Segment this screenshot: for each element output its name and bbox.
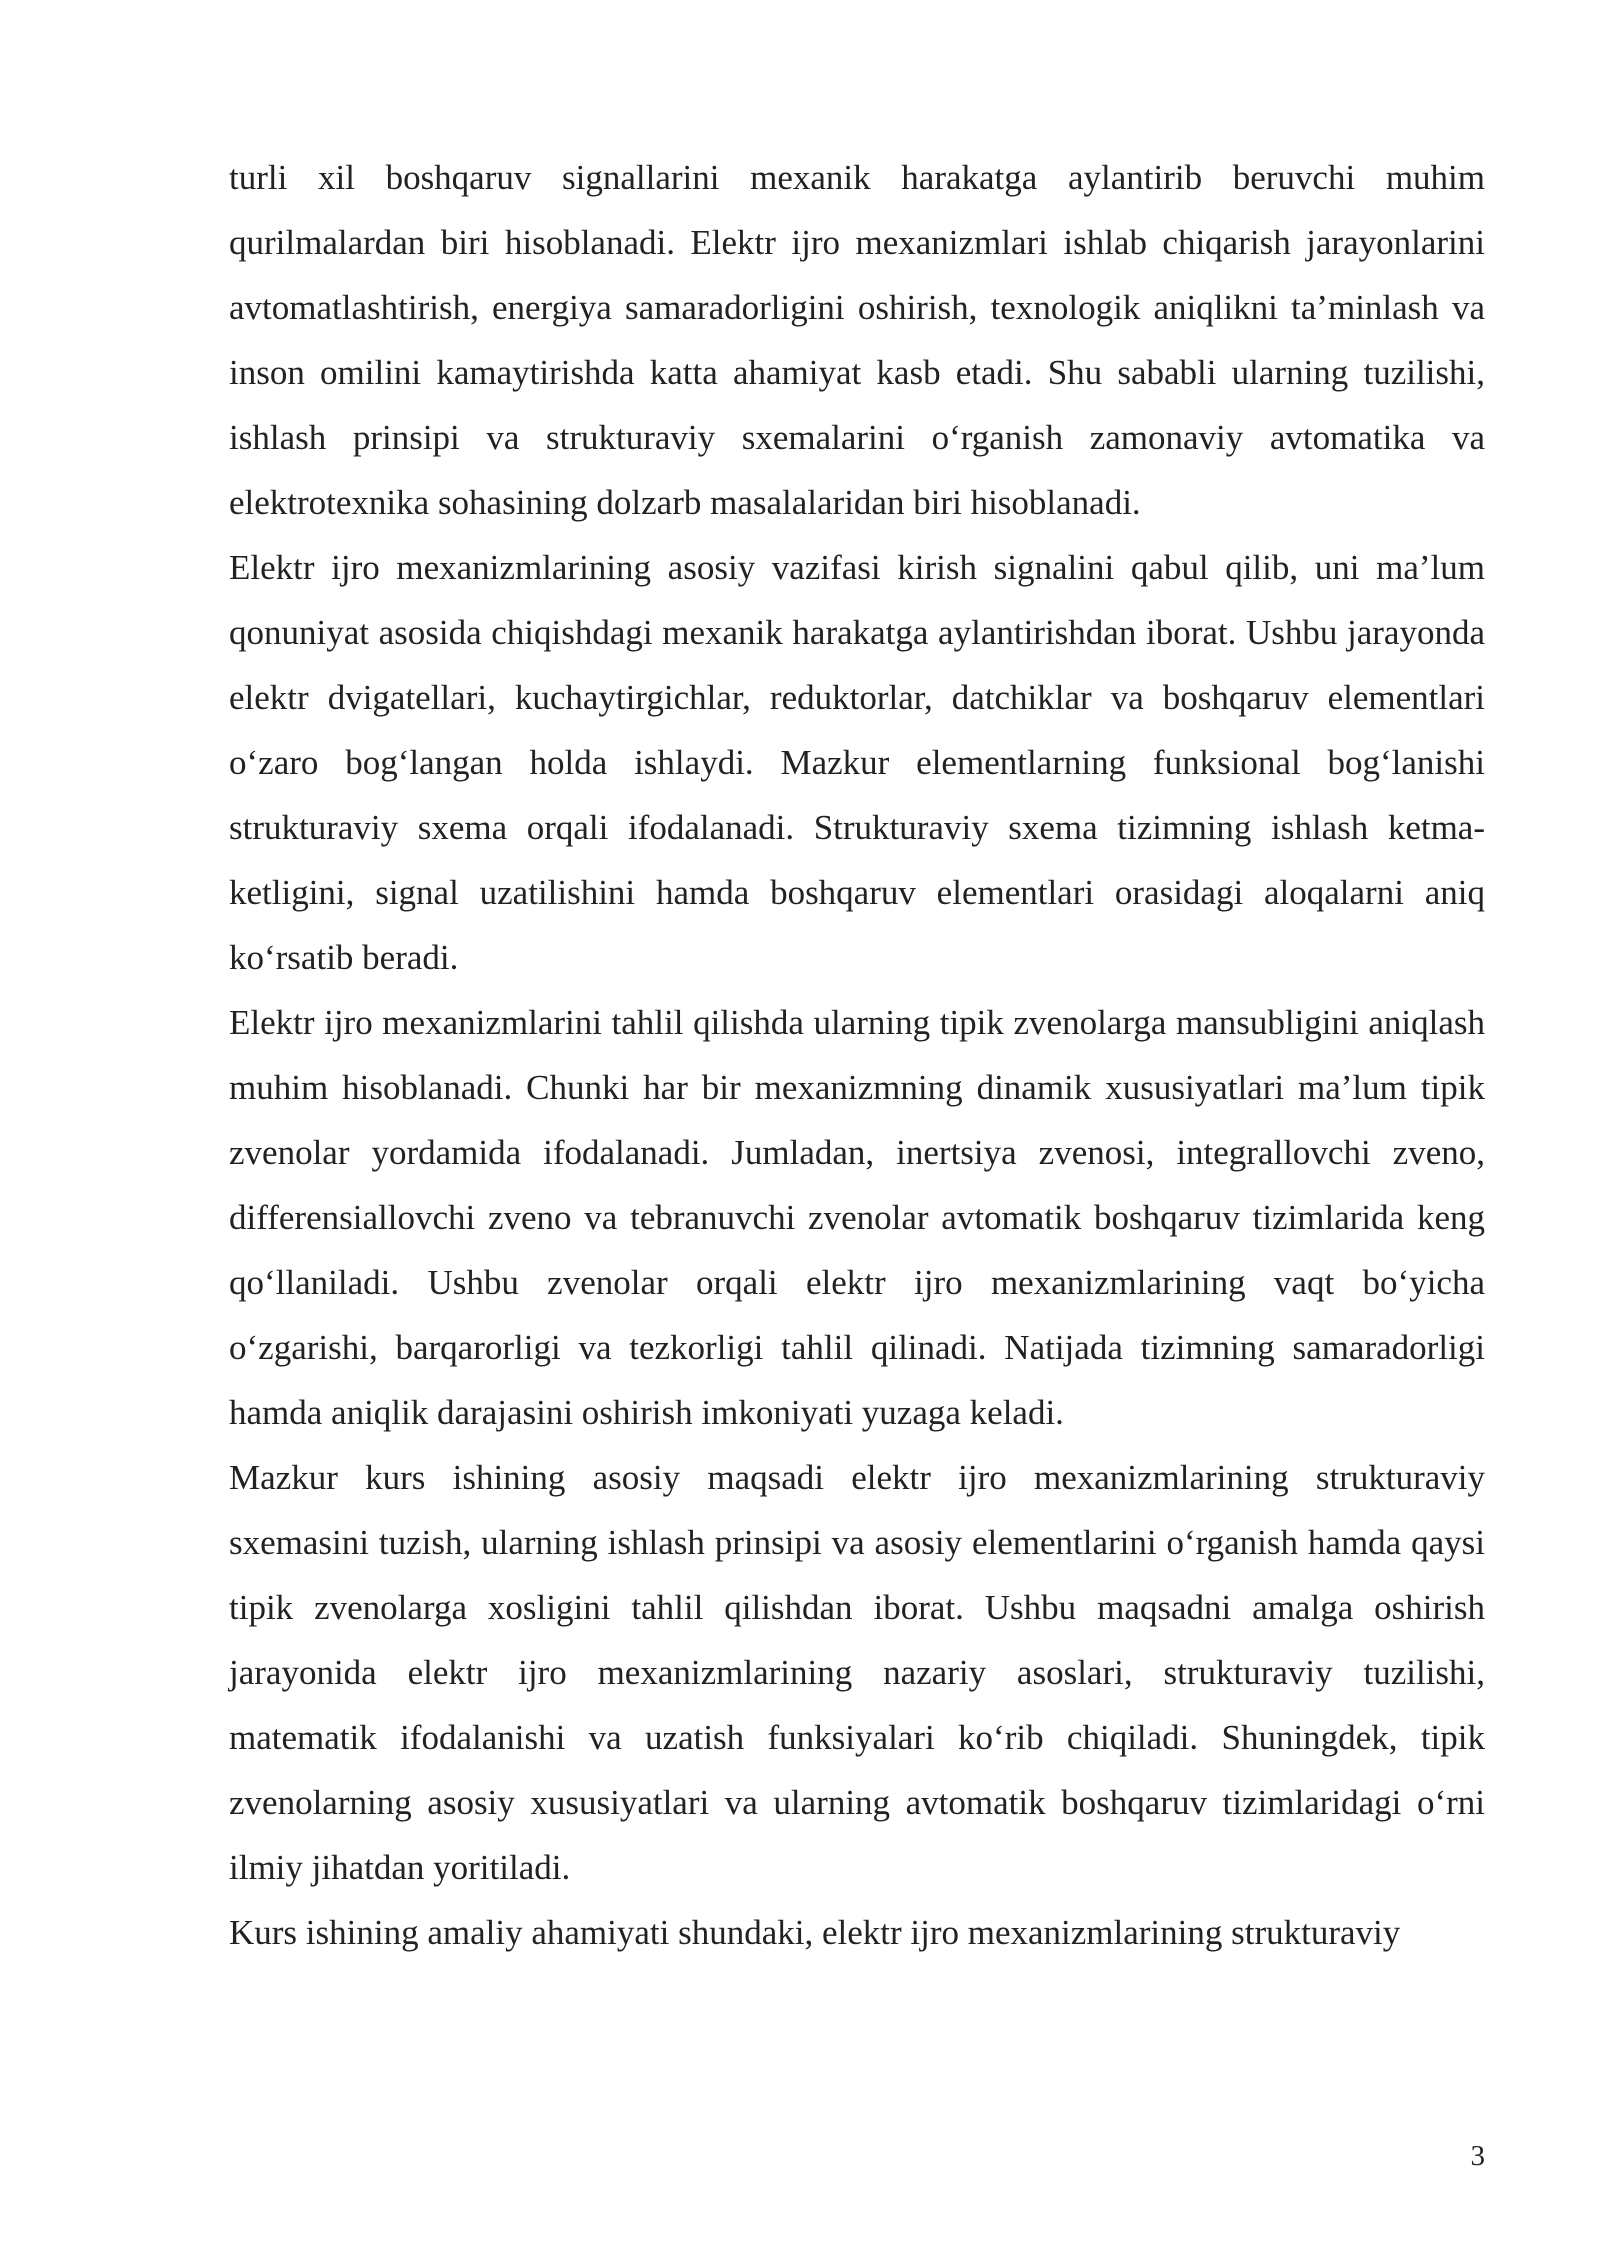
paragraph-course-goal: Mazkur kurs ishining asosiy maqsadi elektr ijro mexanizmlarining strukturaviy sxemasini tuzish, ularning ishlash prinsipi va asosiy elementlarini o‘rganish hamda qaysi tipik zvenolarga xosligini tahlil qilishdan iborat. Ushbu maqsadni amalga oshirish jarayonida elektr ijro mexanizmlarining nazariy asoslari, strukturaviy tuzilishi, matematik ifodalanishi va uzatish funksiyalari ko‘rib chiqiladi. Shuningdek, tipik zvenolarning asosiy xususiyatlari va ularning avtomatik boshqaruv tizimlaridagi o‘rni ilmiy jihatdan yoritiladi. — [229, 1458, 1485, 1887]
body-text — [229, 145, 1485, 1965]
page-number: 3 — [1470, 2140, 1485, 2172]
paragraph-continuation: turli xil boshqaruv signallarini mexanik harakatga aylantirib beruvchi muhim qurilmalardan biri hisoblanadi. Elektr ijro mexanizmlari ishlab chiqarish jarayonlarini avtomatlashtirish, energiya samaradorligini oshirish, texnologik aniqlikni ta’minlash va inson omilini kamaytirishda katta ahamiyat kasb etadi. Shu sababli ularning tuzilishi, ishlash prinsipi va strukturaviy sxemalarini o‘rganish zamonaviy avtomatika va elektrotexnika sohasining dolzarb masalalaridan biri hisoblanadi. — [229, 158, 1485, 522]
paragraph-typical-links: Elektr ijro mexanizmlarini tahlil qilishda ularning tipik zvenolarga mansubligini aniqlash muhim hisoblanadi. Chunki har bir mexanizmning dinamik xususiyatlari ma’lum tipik zvenolar yordamida ifodalanadi. Jumladan, inertsiya zvenosi, integrallovchi zveno, differensiallovchi zveno va tebranuvchi zvenolar avtomatik boshqaruv tizimlarida keng qo‘llaniladi. Ushbu zvenolar orqali elektr ijro mexanizmlarining vaqt bo‘yicha o‘zgarishi, barqarorligi va tezkorligi tahlil qilinadi. Natijada tizimning samaradorligi hamda aniqlik darajasini oshirish imkoniyati yuzaga keladi. — [229, 1003, 1485, 1432]
paragraph-structural-scheme: Elektr ijro mexanizmlarining asosiy vazifasi kirish signalini qabul qilib, uni ma’lum qonuniyat asosida chiqishdagi mexanik harakatga aylantirishdan iborat. Ushbu jarayonda elektr dvigatellari, kuchaytirgichlar, reduktorlar, datchiklar va boshqaruv elementlari o‘zaro bog‘langan holda ishlaydi. Mazkur elementlarning funksional bog‘lanishi strukturaviy sxema orqali ifodalanadi. Strukturaviy sxema tizimning ishlash ketma-ketligini, signal uzatilishini hamda boshqaruv elementlari orasidagi aloqalarni aniq ko‘rsatib beradi. — [229, 548, 1485, 977]
paragraph-practical-importance: Kurs ishining amaliy ahamiyati shundaki, elektr ijro mexanizmlarining strukturaviy — [229, 1913, 1401, 1952]
